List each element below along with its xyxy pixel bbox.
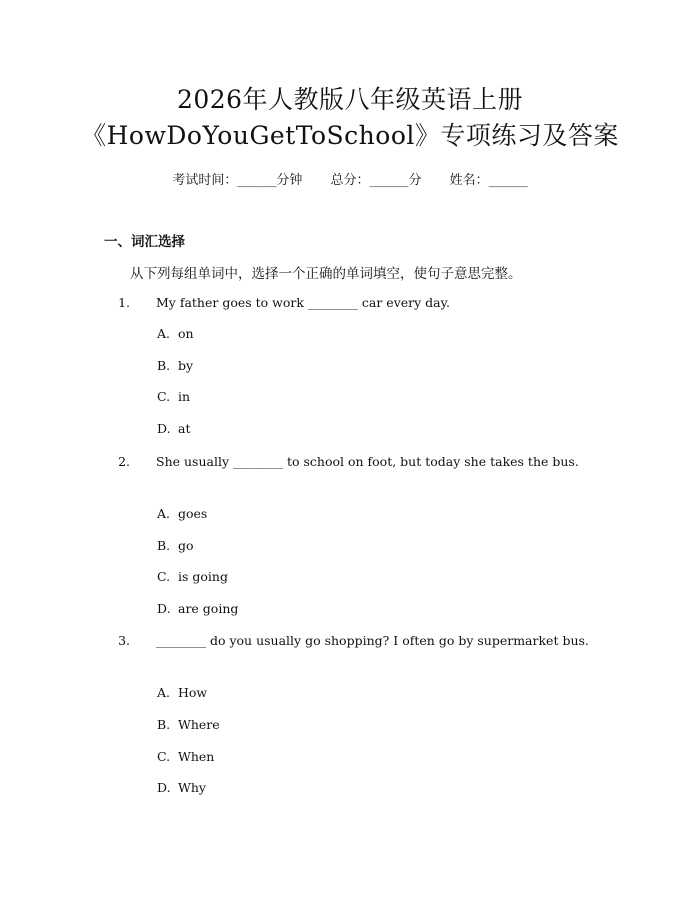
option-b[interactable]: [157, 538, 194, 553]
question-1: [104, 292, 592, 313]
doc-title-line1: 2026年人教版八年级英语上册: [176, 85, 524, 114]
option-text: are going: [178, 601, 239, 616]
option-letter: D.: [157, 421, 171, 436]
option-text: Where: [178, 717, 220, 732]
option-text: is going: [178, 569, 228, 584]
option-c[interactable]: [157, 569, 228, 584]
question-3: [104, 630, 592, 651]
option-d[interactable]: [157, 780, 206, 795]
exam-time-field: 考试时间：______分钟: [172, 173, 303, 188]
question-number: 2.: [118, 454, 130, 469]
section-heading: 一、词汇选择: [104, 234, 185, 250]
option-a[interactable]: [157, 685, 207, 700]
option-text: goes: [178, 506, 208, 521]
option-c[interactable]: [157, 749, 214, 764]
option-letter: C.: [157, 569, 171, 584]
option-letter: C.: [157, 389, 171, 404]
option-text: Why: [178, 780, 206, 795]
option-text: by: [178, 358, 194, 373]
option-letter: A.: [157, 506, 171, 521]
question-text: ________ do you usually go shopping? I often go by supermarket bus.: [156, 633, 589, 648]
option-text: on: [178, 326, 194, 341]
total-score-field: 总分：______分: [330, 173, 422, 188]
option-letter: C.: [157, 749, 171, 764]
option-a[interactable]: [157, 506, 207, 521]
doc-title-line2: 《HowDoYouGetToSchool》专项练习及答案: [81, 121, 619, 150]
section-instruction: 从下列每组单词中，选择一个正确的单词填空，使句子意思完整。: [130, 266, 522, 282]
option-d[interactable]: [157, 601, 238, 616]
option-letter: B.: [157, 358, 171, 373]
question-2: [104, 451, 592, 472]
option-letter: B.: [157, 538, 171, 553]
option-letter: A.: [157, 685, 171, 700]
option-letter: D.: [157, 780, 171, 795]
option-letter: D.: [157, 601, 171, 616]
option-text: at: [178, 421, 191, 436]
option-a[interactable]: [157, 326, 194, 341]
option-text: When: [178, 749, 215, 764]
option-text: How: [178, 685, 208, 700]
question-number: 3.: [118, 633, 130, 648]
question-number: 1.: [118, 295, 130, 310]
student-name-field: 姓名：______: [449, 173, 528, 188]
question-text: She usually ________ to school on foot, but today she takes the bus.: [156, 454, 579, 469]
option-text: in: [178, 389, 191, 404]
question-text: My father goes to work ________ car every day.: [156, 295, 450, 310]
exam-info: [0, 169, 700, 188]
option-letter: A.: [157, 326, 171, 341]
option-text: go: [178, 538, 194, 553]
option-b[interactable]: [157, 717, 220, 732]
option-d[interactable]: [157, 421, 190, 436]
option-c[interactable]: [157, 389, 190, 404]
option-letter: B.: [157, 717, 171, 732]
option-b[interactable]: [157, 358, 193, 373]
